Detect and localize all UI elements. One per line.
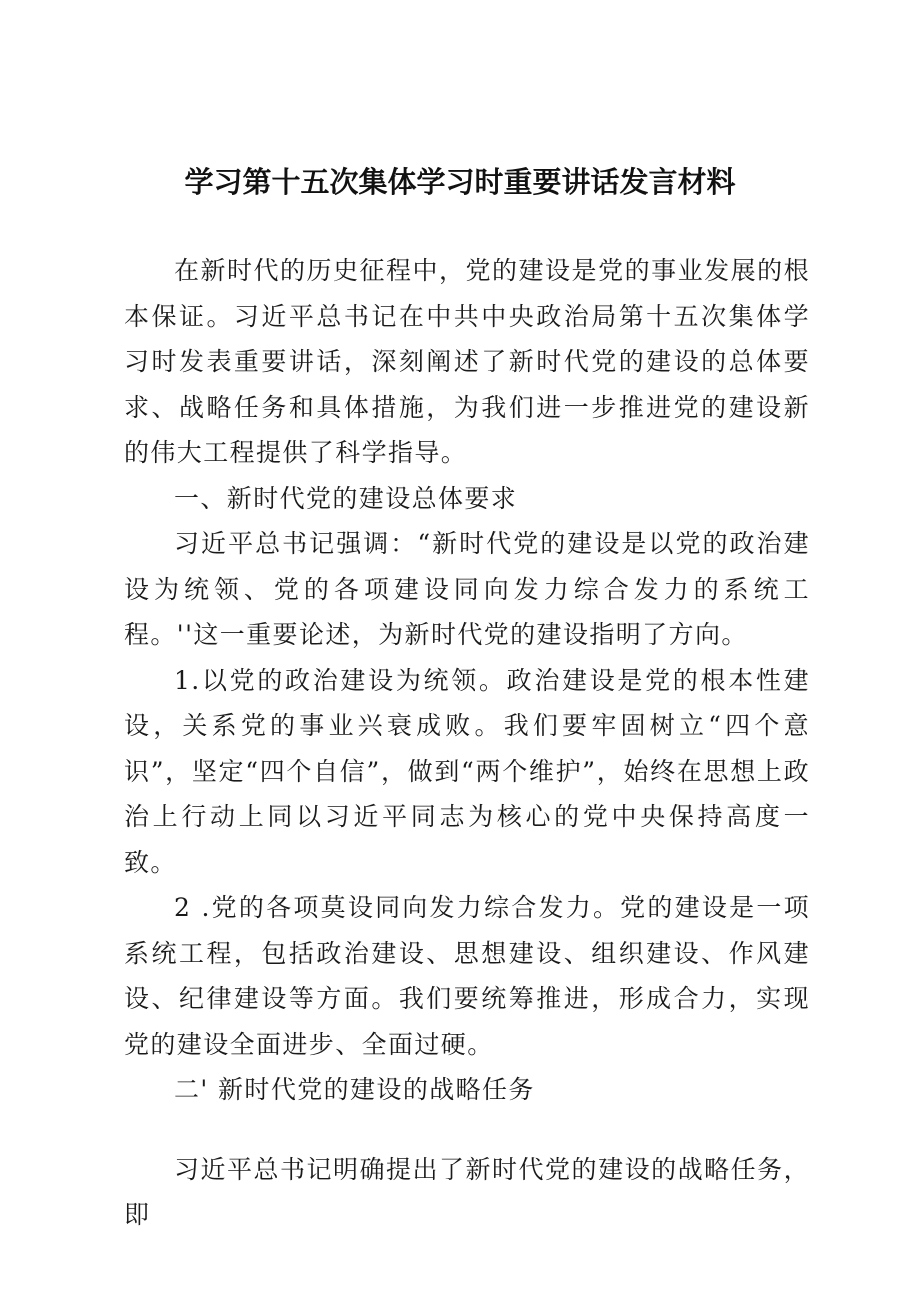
section-heading-2: 二' 新时代党的建设的战略任务 (174, 1075, 535, 1104)
document-title: 学习第十五次集体学习时重要讲话发言材料 (184, 165, 736, 199)
intro-paragraph: 在新时代的历史征程中，党的建设是党的事业发展的根本保证。习近平总书记在中共中央政治局第十五次集体学习时发表重要讲话，深刻阐述了新时代党的建设的总体要求、战略任务和具体措施，为我们进一步推进党的建设新的伟大工程提供了科学指导。 (124, 256, 810, 467)
section-heading-1: 一、新时代党的建设总体要求 (174, 483, 518, 513)
point-1-paragraph: 1.以党的政治建设为统领。政治建设是党的根本性建设，关系党的事业兴衰成败。我们要牢固树立“四个意识”，坚定“四个自信”，做到“两个维护”，始终在思想上政治上行动上同以习近平同志为核心的党中央保持高度一致。 (124, 665, 810, 877)
point-2-paragraph: 2 .党的各项莫设同向发力综合发力。党的建设是一项系统工程，包括政治建设、思想建设、组织建设、作风建设、纪律建设等方面。我们要统筹推进，形成合力，实现党的建设全面进步、全面过硬。 (124, 893, 810, 1059)
section-2-paragraph: 习近平总书记明确提出了新时代党的建设的战略任务，即 (124, 1154, 810, 1229)
document-body (124, 248, 810, 1238)
section-1-paragraph: 习近平总书记强调：“新时代党的建设是以党的政治建设为统领、党的各项建设同向发力综合发力的系统工程。''这一重要论述，为新时代党的建设指明了方向。 (124, 529, 810, 649)
